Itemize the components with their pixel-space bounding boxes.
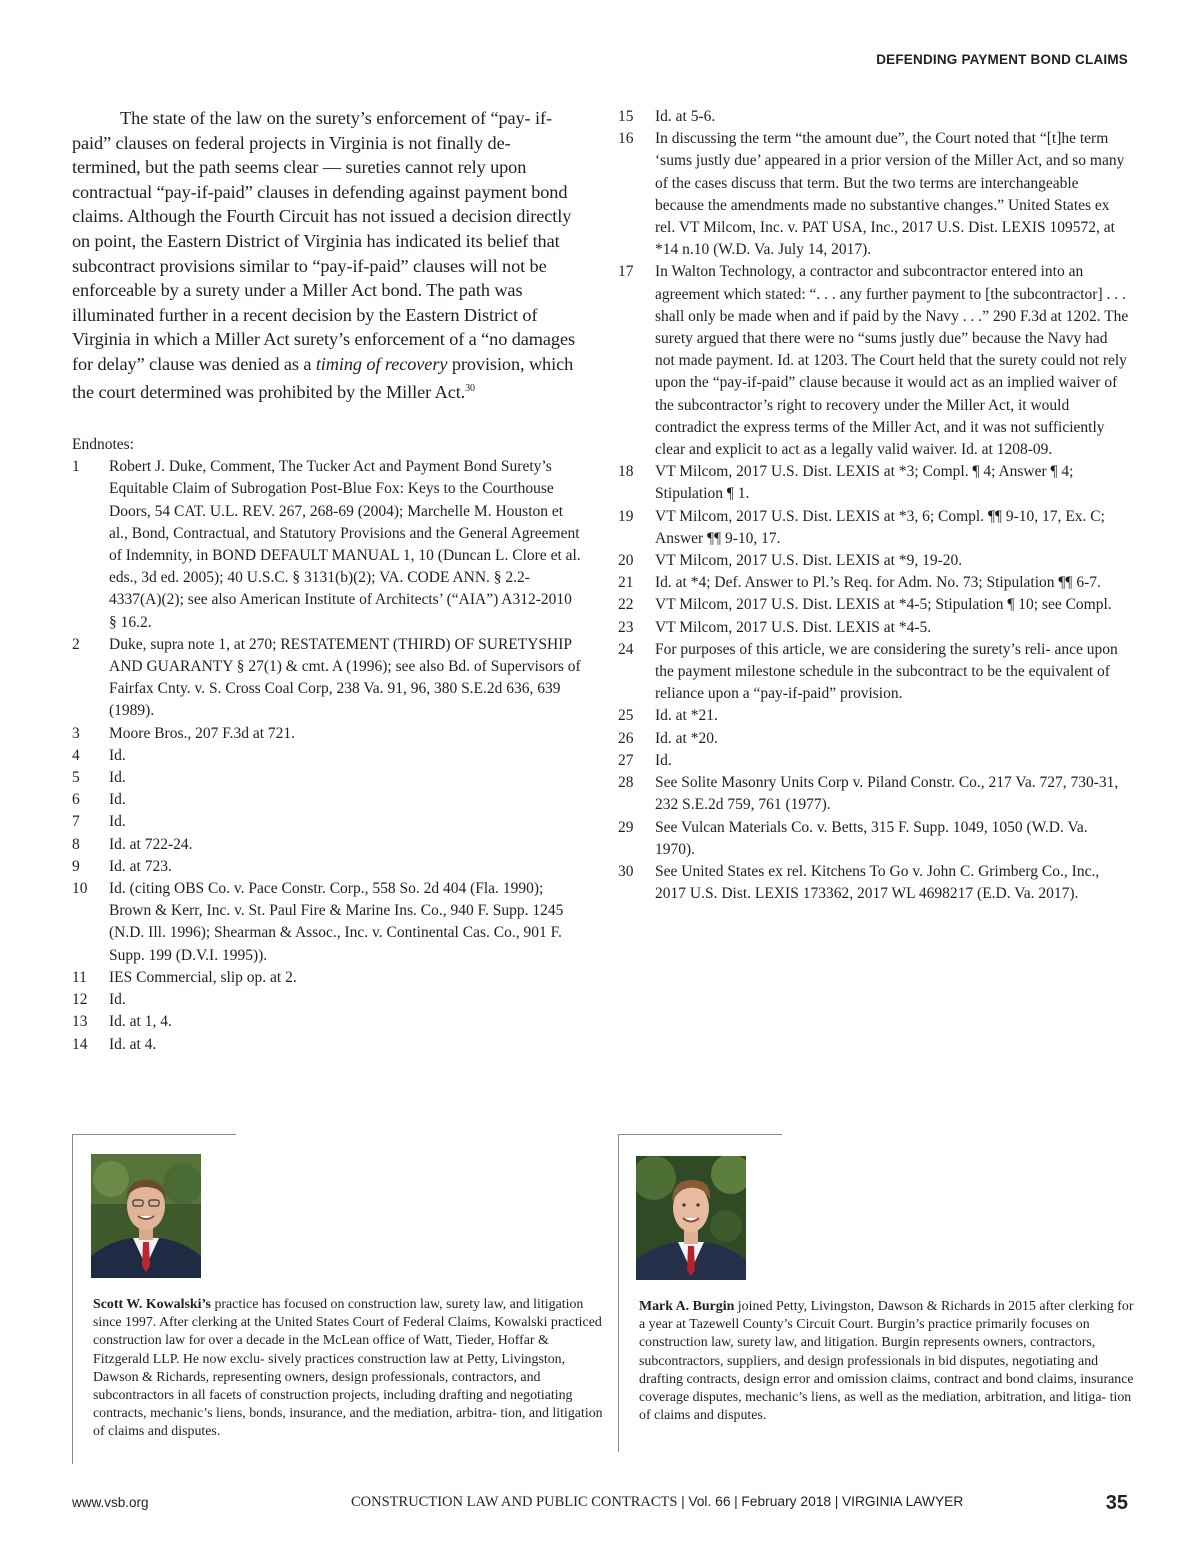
endnote-number: 23 bbox=[618, 618, 634, 636]
endnote-text: For purposes of this article, we are considering the surety’s reli- ance upon the payment milestone schedule in the subcontract to be the equivalent of reliance upon a “pay-if-paid” provision. bbox=[655, 640, 1118, 703]
endnote-number: 3 bbox=[72, 724, 80, 742]
endnote-item bbox=[618, 572, 1130, 594]
endnote-text: Id. bbox=[109, 791, 126, 809]
endnote-text: Duke, supra note 1, at 270; RESTATEMENT (THIRD) OF SURETYSHIP AND GUARANTY § 27(1) & cmt. A (1996); see also Bd. of Supervisors of Fairfax Cnty. v. S. Cross Coal Corp, 238 Va. 91, 96, 380 S.E.2d 636, 639 (1989). bbox=[109, 635, 581, 720]
endnote-text: Id. at 5-6. bbox=[655, 108, 716, 125]
bio-divider bbox=[618, 1134, 782, 1135]
endnote-number: 7 bbox=[72, 813, 80, 831]
endnote-item bbox=[72, 811, 582, 833]
right-column bbox=[618, 106, 1130, 905]
endnote-number: 20 bbox=[618, 552, 634, 570]
endnotes-heading: Endnotes: bbox=[72, 436, 134, 454]
endnote-number: 2 bbox=[72, 635, 80, 653]
endnote-number: 17 bbox=[618, 263, 634, 281]
endnote-number: 28 bbox=[618, 774, 634, 792]
footer-publication-line: CONSTRUCTION LAW AND PUBLIC CONTRACTS | Vol. 66 | February 2018 | VIRGINIA LAWYER bbox=[351, 1494, 964, 1510]
footer-section: CONSTRUCTION LAW AND PUBLIC CONTRACTS bbox=[351, 1494, 678, 1510]
bio-text-kowalski: Scott W. Kowalski’s practice has focused on construction law, surety law, and litigation since 1997. After clerking at the United States Court of Federal Claims, Kowalski practiced construction law for over a decade in the McLean office of Watt, Tieder, Hoffar & Fitzgerald LLP. He now exclu- sively practices construction law at Petty, Livingston, Dawson & Richards, representing owners, design professionals, contractors, and subcontractors in all facets of construction projects, including drafting and negotiating contracts, mechanic’s liens, bonds, insurance, and the mediation, arbitra- tion, and litigation of claims and disputes. bbox=[93, 1297, 603, 1440]
endnote-text: VT Milcom, 2017 U.S. Dist. LEXIS at *3; Compl. ¶ 4; Answer ¶ 4; Stipulation ¶ 1. bbox=[655, 463, 1074, 503]
endnote-text: Id. bbox=[109, 746, 126, 764]
endnote-text: Id. (citing OBS Co. v. Pace Constr. Corp., 558 So. 2d 404 (Fla. 1990); Brown & Kerr, Inc. v. St. Paul Fire & Marine Ins. Co., 940 F. Supp. 1245 (N.D. Ill. 1996); Shearman & Assoc., Inc. v. Continental Cas. Co., 901 F. Supp. 199 (D.V.I. 1995)). bbox=[109, 880, 564, 964]
footer-url[interactable]: www.vsb.org bbox=[72, 1495, 149, 1510]
footer-publication: VIRGINIA LAWYER bbox=[841, 1494, 964, 1509]
endnote-text: Moore Bros., 207 F.3d at 721. bbox=[109, 724, 296, 742]
endnote-item bbox=[72, 856, 582, 878]
endnote-number: 16 bbox=[618, 130, 634, 148]
endnote-item bbox=[618, 817, 1130, 861]
footnote-ref[interactable]: 30 bbox=[465, 382, 475, 394]
endnote-item bbox=[618, 750, 1130, 772]
endnote-text: See Solite Masonry Units Corp v. Piland Constr. Co., 217 Va. 727, 730-31, 232 S.E.2d 759, 761 (1977). bbox=[655, 774, 1119, 814]
endnote-number: 8 bbox=[72, 835, 80, 853]
endnotes-list-right bbox=[618, 106, 1130, 905]
endnote-item bbox=[618, 506, 1130, 550]
endnote-item bbox=[618, 461, 1130, 505]
bio-divider bbox=[72, 1134, 236, 1135]
endnote-item bbox=[618, 617, 1130, 639]
endnote-number: 1 bbox=[72, 458, 80, 476]
endnote-item bbox=[72, 1011, 582, 1033]
endnote-text: Id. bbox=[655, 751, 672, 769]
endnote-item bbox=[618, 594, 1130, 616]
endnote-text: Id. at *20. bbox=[655, 729, 718, 747]
endnote-text: VT Milcom, 2017 U.S. Dist. LEXIS at *4-5. bbox=[655, 618, 932, 636]
endnote-text: VT Milcom, 2017 U.S. Dist. LEXIS at *9, 19-20. bbox=[655, 552, 963, 570]
endnote-text: Id. at *21. bbox=[655, 707, 718, 725]
endnote-text: Id. at *4; Def. Answer to Pl.’s Req. for Adm. No. 73; Stipulation ¶¶ 6-7. bbox=[655, 574, 1101, 592]
endnote-text: IES Commercial, slip op. at 2. bbox=[109, 968, 297, 986]
endnote-item bbox=[72, 723, 582, 745]
left-column bbox=[72, 106, 582, 1056]
running-head: DEFENDING PAYMENT BOND CLAIMS bbox=[876, 52, 1128, 67]
endnote-item bbox=[72, 745, 582, 767]
article-paragraph: The state of the law on the surety’s enforcement of “pay- if-paid” clauses on federal projects in Virginia is not finally de- termined, but the path seems clear — sureties cannot rely upon contractual “pay-if-paid” clauses in defending against payment bond claims. Although the Fourth Circuit has not issued a decision directly on point, the Eastern District of Virginia has indicated its belief that subcontract provisions similar to “pay-if-paid” clauses will not be enforceable by a surety under a Miller Act bond. The path was illuminated further in a recent decision by the Eastern District of Virginia in which a Miller Act surety’s enforcement of a “no damages for delay” clause was denied as a timing of recovery provision, which the court determined was prohibited by the Miller Act.$^{30}$ bbox=[72, 108, 575, 402]
endnote-number: 9 bbox=[72, 857, 80, 875]
endnote-text: VT Milcom, 2017 U.S. Dist. LEXIS at *3, 6; Compl. ¶¶ 9-10, 17, Ex. C; Answer ¶¶ 9-10, 17. bbox=[655, 507, 1105, 547]
endnote-item bbox=[618, 261, 1130, 461]
endnote-number: 5 bbox=[72, 769, 80, 787]
endnote-number: 15 bbox=[618, 108, 634, 125]
endnote-item bbox=[72, 456, 582, 634]
endnote-text: See Vulcan Materials Co. v. Betts, 315 F. Supp. 1049, 1050 (W.D. Va. 1970). bbox=[655, 818, 1088, 858]
endnote-text: Id. at 722-24. bbox=[109, 835, 193, 853]
endnote-text: Id. at 4. bbox=[109, 1035, 157, 1053]
endnote-number: 13 bbox=[72, 1013, 88, 1031]
endnote-text: In Walton Technology, a contractor and subcontractor entered into an agreement which stated: “. . . any further payment to [the subcontractor] . . . shall only be made when and if paid by the Navy . . .” 290 F.3d at 1202. The surety argued that there were no “sums justly due” because the Navy had not made payment. Id. at 1203. The Court held that the surety could not rely upon the “pay-if-paid” clause because it would act as an implied waiver of the subcontractor’s right to recovery under the Miller Act, it would contradict the express terms of the Miller Act, and it was not sufficiently clear and explicit to act as a legally valid waiver. Id. at 1208-09. bbox=[655, 263, 1129, 459]
author-bio-burgin bbox=[618, 1134, 1134, 1424]
endnote-item bbox=[618, 772, 1130, 816]
endnote-item bbox=[618, 728, 1130, 750]
endnote-item bbox=[72, 767, 582, 789]
italic-phrase: timing of recovery bbox=[315, 353, 448, 374]
bio-divider bbox=[72, 1134, 73, 1464]
endnote-number: 24 bbox=[618, 640, 634, 658]
endnote-number: 6 bbox=[72, 791, 80, 809]
footer-volume: Vol. 66 bbox=[688, 1494, 731, 1509]
endnote-number: 10 bbox=[72, 880, 88, 898]
endnote-item bbox=[72, 878, 582, 967]
endnote-text: Id. bbox=[109, 813, 126, 831]
endnote-number: 18 bbox=[618, 463, 634, 481]
author-photo-kowalski bbox=[91, 1154, 201, 1278]
endnote-item bbox=[72, 989, 582, 1011]
endnote-item bbox=[618, 550, 1130, 572]
endnote-text: Id. at 723. bbox=[109, 857, 172, 875]
endnote-number: 22 bbox=[618, 596, 634, 614]
endnote-item bbox=[72, 789, 582, 811]
endnote-item bbox=[618, 705, 1130, 727]
endnote-number: 26 bbox=[618, 729, 634, 747]
endnote-number: 19 bbox=[618, 507, 634, 525]
endnote-text: VT Milcom, 2017 U.S. Dist. LEXIS at *4-5; Stipulation ¶ 10; see Compl. bbox=[655, 596, 1112, 614]
footer-date: February 2018 bbox=[741, 1494, 832, 1509]
endnote-number: 21 bbox=[618, 574, 634, 592]
endnote-item bbox=[72, 967, 582, 989]
page-number: 35 bbox=[1105, 1492, 1128, 1514]
endnote-text: Id. bbox=[109, 769, 126, 787]
endnote-text: Robert J. Duke, Comment, The Tucker Act and Payment Bond Surety’s Equitable Claim of Subrogation Post-Blue Fox: Keys to the Courthouse Doors, 54 CAT. U.L. REV. 267, 268-69 (2004); Marchelle M. Houston et al., Bond, Contractual, and Statutory Provisions and the General Agreement of Indemnity, in BOND DEFAULT MANUAL 1, 10 (Duncan L. Clore et al. eds., 3d ed. 2005); 40 U.S.C. § 3131(b)(2); VA. CODE ANN. § 2.2-4337(A)(2); see also American Institute of Architects’ (“AIA”) A312-2010 § 16.2. bbox=[109, 458, 581, 631]
endnote-number: 29 bbox=[618, 818, 634, 836]
endnotes-list-left bbox=[72, 456, 582, 1055]
endnote-number: 11 bbox=[72, 968, 87, 986]
endnote-text: Id. bbox=[109, 991, 126, 1009]
endnote-number: 12 bbox=[72, 991, 88, 1009]
endnote-item bbox=[618, 128, 1130, 261]
endnote-number: 30 bbox=[618, 862, 634, 880]
endnote-text: In discussing the term “the amount due”, the Court noted that “[t]he term ‘sums justly due’ appeared in a prior version of the Miller Act, and so many of the cases discuss that term. But the two terms are interchangeable because the amendments made no substantive changes.” United States ex rel. VT Milcom, Inc. v. PAT USA, Inc., 2017 U.S. Dist. LEXIS 109572, at *14 n.10 (W.D. Va. July 14, 2017). bbox=[655, 130, 1125, 259]
bio-divider bbox=[618, 1134, 619, 1452]
endnote-text: See United States ex rel. Kitchens To Go v. John C. Grimberg Co., Inc., 2017 U.S. Dist. LEXIS 173362, 2017 WL 4698217 (E.D. Va. 2017). bbox=[655, 862, 1100, 903]
endnote-number: 4 bbox=[72, 746, 80, 764]
bio-text-burgin: Mark A. Burgin joined Petty, Livingston, Dawson & Richards in 2015 after clerking for a year at Tazewell County’s Circuit Court. Burgin’s practice primarily focuses on construction law, surety law, and litigation. Burgin represents owners, contractors, subcontractors, suppliers, and design professionals in bid disputes, negotiating and drafting contracts, design error and omission claims, contract and bond claims, insurance coverage disputes, mechanic’s liens, as well as the mediation, arbitration, and litiga- tion of claims and disputes. bbox=[639, 1299, 1134, 1424]
endnote-number: 27 bbox=[618, 751, 634, 769]
endnote-item bbox=[618, 106, 1130, 128]
endnote-number: 14 bbox=[72, 1035, 88, 1053]
endnote-item bbox=[72, 634, 582, 723]
endnote-text: Id. at 1, 4. bbox=[109, 1013, 172, 1031]
author-bio-kowalski bbox=[72, 1134, 603, 1440]
author-photo-burgin bbox=[636, 1156, 746, 1280]
endnote-item bbox=[618, 639, 1130, 706]
endnote-item bbox=[72, 834, 582, 856]
endnote-item bbox=[72, 1034, 582, 1056]
endnote-number: 25 bbox=[618, 707, 634, 725]
endnote-item bbox=[618, 861, 1130, 905]
